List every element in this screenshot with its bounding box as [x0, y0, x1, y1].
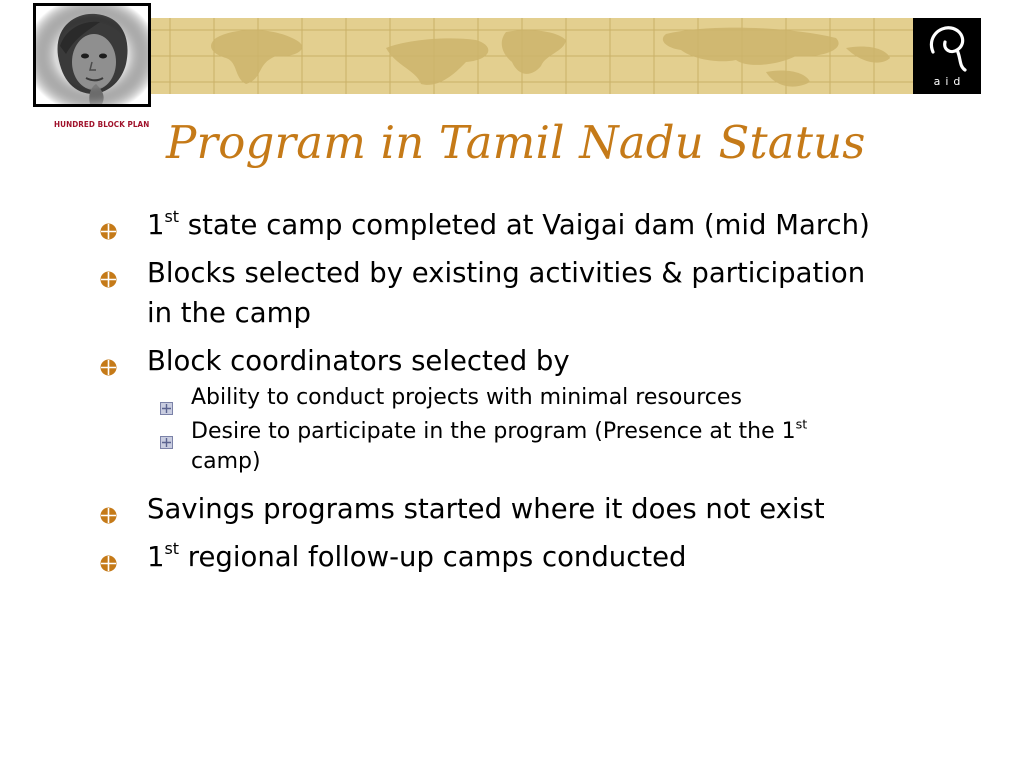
- bullet-icon: [100, 495, 117, 512]
- superscript: st: [795, 417, 808, 433]
- superscript: st: [164, 207, 180, 227]
- bullet-text: regional follow-up camps conducted: [179, 541, 687, 573]
- bullet-text: 1: [147, 541, 165, 573]
- bullet-list: [100, 205, 960, 585]
- logo-text: aid: [933, 75, 966, 88]
- sub-bullet-text-continued: camp): [191, 449, 261, 474]
- bullet-text: Savings programs started where it does not exist: [147, 493, 825, 525]
- sub-bullet-icon: [160, 426, 173, 439]
- map-banner: [146, 18, 914, 94]
- superscript: st: [164, 539, 180, 559]
- bullet-text: Blocks selected by existing activities & participation: [147, 257, 866, 289]
- aid-logo-mark-icon: [913, 18, 981, 78]
- sub-bullet-text: Desire to participate in the program (Presence at the 1: [191, 419, 796, 444]
- bullet-icon: [100, 543, 117, 560]
- bullet-icon: [100, 259, 117, 276]
- sub-bullet-text: Ability to conduct projects with minimal resources: [191, 385, 742, 410]
- bullet-item: [100, 253, 960, 333]
- hundred-block-plan-caption: HUNDRED BLOCK PLAN: [54, 120, 150, 129]
- bullet-icon: [100, 211, 117, 228]
- bullet-text-continued: in the camp: [147, 297, 311, 329]
- bullet-item: [100, 341, 960, 381]
- bullet-text: state camp completed at Vaigai dam (mid March): [179, 209, 870, 241]
- aid-logo: [913, 18, 981, 94]
- child-portrait-image: [36, 6, 148, 104]
- bullet-icon: [100, 347, 117, 364]
- bullet-item: [100, 537, 960, 577]
- world-map-graphic: [146, 18, 914, 94]
- sub-bullet-icon: [160, 392, 173, 405]
- bullet-text: 1: [147, 209, 165, 241]
- slide-title: Program in Tamil Nadu Status: [166, 116, 866, 169]
- sub-bullet-item: [100, 381, 960, 415]
- bullet-item: [100, 489, 960, 529]
- bullet-text: Block coordinators selected by: [147, 345, 570, 377]
- child-photo: [33, 3, 151, 107]
- sub-bullet-item: [100, 415, 960, 479]
- bullet-item: [100, 205, 960, 245]
